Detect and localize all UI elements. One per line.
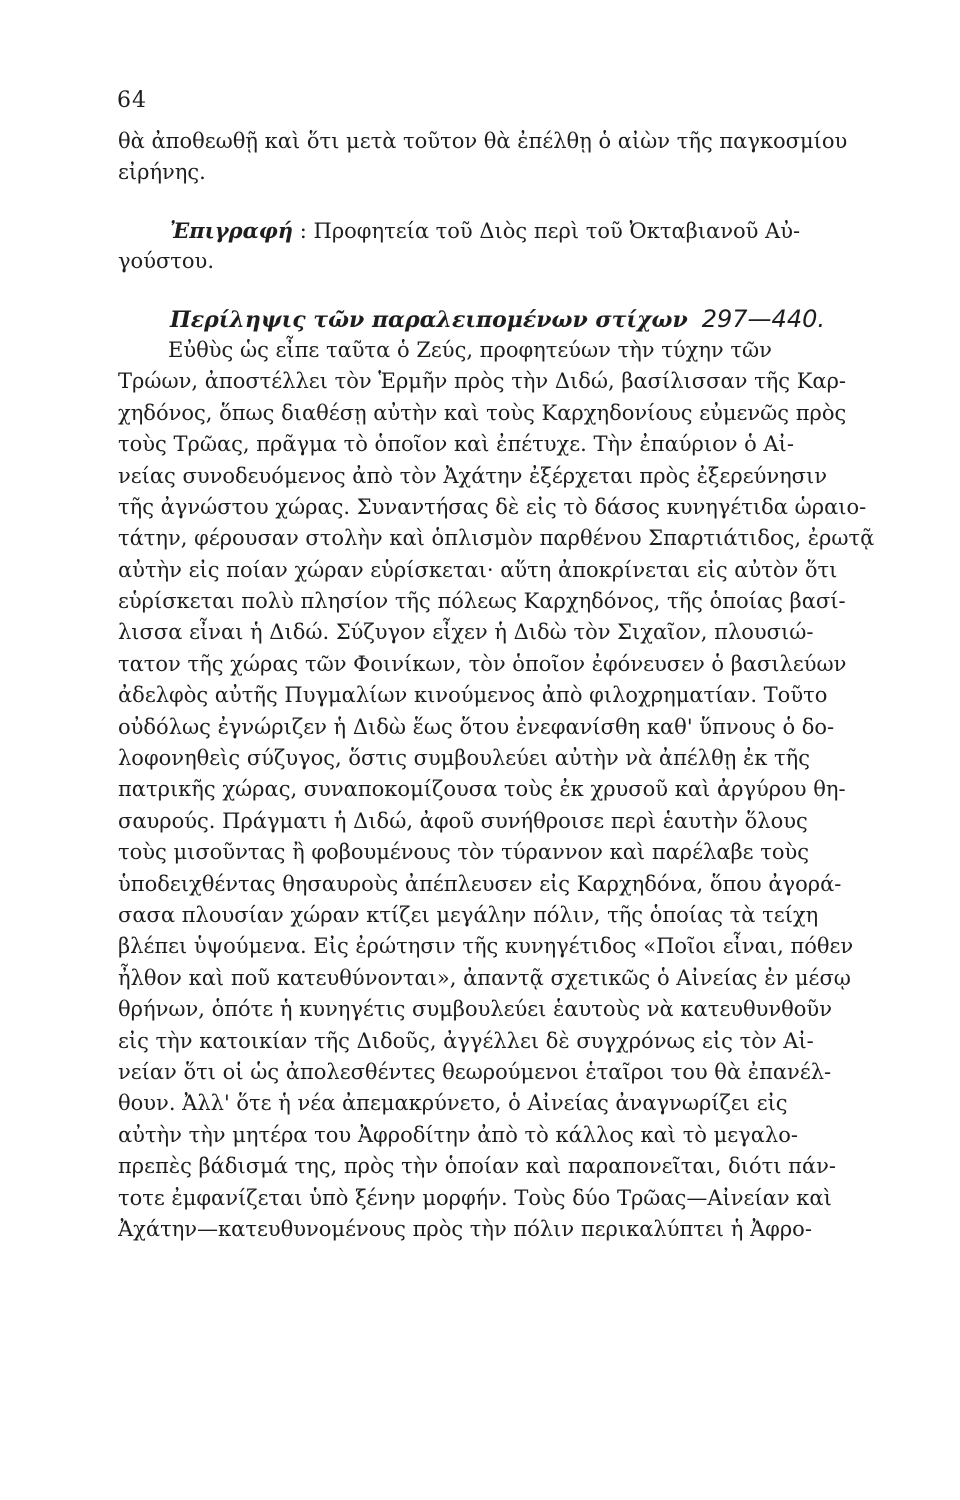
text-line: Εὐθὺς ὡς εἶπε ταῦτα ὁ Ζεύς, προφητεύων τὴν τύχην τῶν	[168, 337, 772, 362]
text-line: πρεπὲς βάδισμά της, πρὸς τὴν ὁποίαν καὶ παραπονεῖται, διότι πάν-	[118, 1154, 837, 1179]
text-line: εἰρήνης.	[118, 160, 206, 185]
text-line: θρήνων, ὁπότε ἡ κυνηγέτις συμβουλεύει ἑαυτοὺς νὰ κατευθυνθοῦν	[118, 997, 832, 1022]
text-line: ἀδελφὸς αὐτῆς Πυγμαλίων κινούμενος ἀπὸ φιλοχρηματίαν. Τοῦτο	[118, 683, 828, 708]
intro-paragraph	[118, 126, 960, 189]
text-line: λισσα εἶναι ἡ Διδώ. Σύζυγον εἶχεν ἡ Διδὼ τὸν Σιχαῖον, πλουσιώ-	[118, 620, 814, 645]
text-line: χηδόνος, ὅπως διαθέσῃ αὐτὴν καὶ τοὺς Καρχηδονίους εὐμενῶς πρὸς	[118, 400, 847, 425]
text-line: σασα πλουσίαν χώραν κτίζει μεγάλην πόλιν, τῆς ὁποίας τὰ τείχη	[118, 902, 819, 927]
page-number: 64	[117, 88, 147, 113]
section-heading	[118, 304, 960, 335]
section-range: 297—440.	[701, 304, 825, 333]
text-line: αὐτὴν εἰς ποίαν χώραν εὑρίσκεται· αὕτη ἀποκρίνεται εἰς αὐτὸν ὅτι	[118, 557, 838, 582]
text-line: ὑποδειχθέντας θησαυροὺς ἀπέπλευσεν εἰς Καρχηδόνα, ὅπου ἀγορά-	[118, 871, 842, 896]
text-line: βλέπει ὑψούμενα. Εἰς ἐρώτησιν τῆς κυνηγέτιδος «Ποῖοι εἶναι, πόθεν	[118, 934, 854, 959]
text-line: οὐδόλως ἐγνώριζεν ἡ Διδὼ ἕως ὅτου ἐνεφανίσθη καθ' ὕπνους ὁ δο-	[118, 714, 835, 739]
inscription-text: Προφητεία τοῦ Διὸς περὶ τοῦ Ὀκταβιανοῦ Αὐ-	[313, 218, 801, 243]
text-line: εἰς τὴν κατοικίαν τῆς Διδοῦς, ἀγγέλλει δὲ συγχρόνως εἰς τὸν Αἰ-	[118, 1028, 814, 1053]
text-line: θουν. Ἀλλ' ὅτε ἡ νέα ἀπεμακρύνετο, ὁ Αἰνείας ἀναγνωρίζει εἰς	[118, 1091, 788, 1116]
text-line: αὐτὴν τὴν μητέρα του Ἀφροδίτην ἀπὸ τὸ κάλλος καὶ τὸ μεγαλο-	[118, 1122, 798, 1147]
text-line: λοφονηθεὶς σύζυγος, ὅστις συμβουλεύει αὐτὴν νὰ ἀπέλθῃ ἐκ τῆς	[118, 746, 811, 771]
inscription-label: Ἐπιγραφή	[170, 217, 294, 243]
text-line: νείαν ὅτι οἱ ὡς ἀπολεσθέντες θεωρούμενοι ἑταῖροι του θὰ ἐπανέλ-	[118, 1059, 832, 1084]
text-line: γούστου.	[118, 249, 214, 274]
text-line: τοὺς μισοῦντας ἢ φοβουμένους τὸν τύραννον καὶ παρέλαβε τοὺς	[118, 840, 810, 865]
text-line: νείας συνοδευόμενος ἀπὸ τὸν Ἀχάτην ἐξέρχεται πρὸς ἐξερεύνησιν	[118, 463, 828, 488]
section-title: Περίληψις τῶν παραλειπομένων στίχων	[170, 306, 688, 333]
text-line: εὑρίσκεται πολὺ πλησίον τῆς πόλεως Καρχηδόνος, τῆς ὁποίας βασί-	[118, 589, 846, 614]
inscription	[118, 215, 960, 278]
text-line	[118, 215, 960, 246]
text-line: Ἀχάτην—κατευθυνομένους πρὸς τὴν πόλιν περικαλύπτει ἡ Ἀφρο-	[118, 1216, 812, 1241]
text-line: θὰ ἀποθεωθῇ καὶ ὅτι μετὰ τοῦτον θὰ ἐπέλθῃ ὁ αἰὼν τῆς παγκοσμίου	[118, 129, 848, 153]
text-line: Τρώων, ἀποστέλλει τὸν Ἑρμῆν πρὸς τὴν Διδώ, βασίλισσαν τῆς Καρ-	[118, 369, 847, 394]
text-line: σαυρούς. Πράγματι ἡ Διδώ, ἀφοῦ συνήθροισε περὶ ἑαυτὴν ὅλους	[118, 808, 808, 833]
text-block	[118, 126, 960, 1245]
inscription-separator: :	[293, 218, 314, 243]
text-line: τῆς ἀγνώστου χώρας. Συναντήσας δὲ εἰς τὸ δάσος κυνηγέτιδα ὡραιο-	[118, 494, 867, 519]
text-line: τοτε ἐμφανίζεται ὑπὸ ξένην μορφήν. Τοὺς δύο Τρῶας—Αἰνείαν καὶ	[118, 1185, 832, 1210]
summary-paragraph	[118, 335, 960, 1245]
text-line: τάτην, φέρουσαν στολὴν καὶ ὁπλισμὸν παρθένου Σπαρτιάτιδος, ἐρωτᾷ	[118, 526, 875, 551]
text-line: πατρικῆς χώρας, συναποκομίζουσα τοὺς ἐκ χρυσοῦ καὶ ἀργύρου θη-	[118, 777, 846, 802]
text-line: τατον τῆς χώρας τῶν Φοινίκων, τὸν ὁποῖον ἐφόνευσεν ὁ βασιλεύων	[118, 651, 847, 676]
text-line: ἦλθον καὶ ποῦ κατευθύνονται», ἀπαντᾷ σχετικῶς ὁ Αἰνείας ἐν μέσῳ	[118, 965, 851, 990]
text-line: τοὺς Τρῶας, πρᾶγμα τὸ ὁποῖον καὶ ἐπέτυχε. Τὴν ἐπαύριον ὁ Αἰ-	[118, 432, 794, 457]
